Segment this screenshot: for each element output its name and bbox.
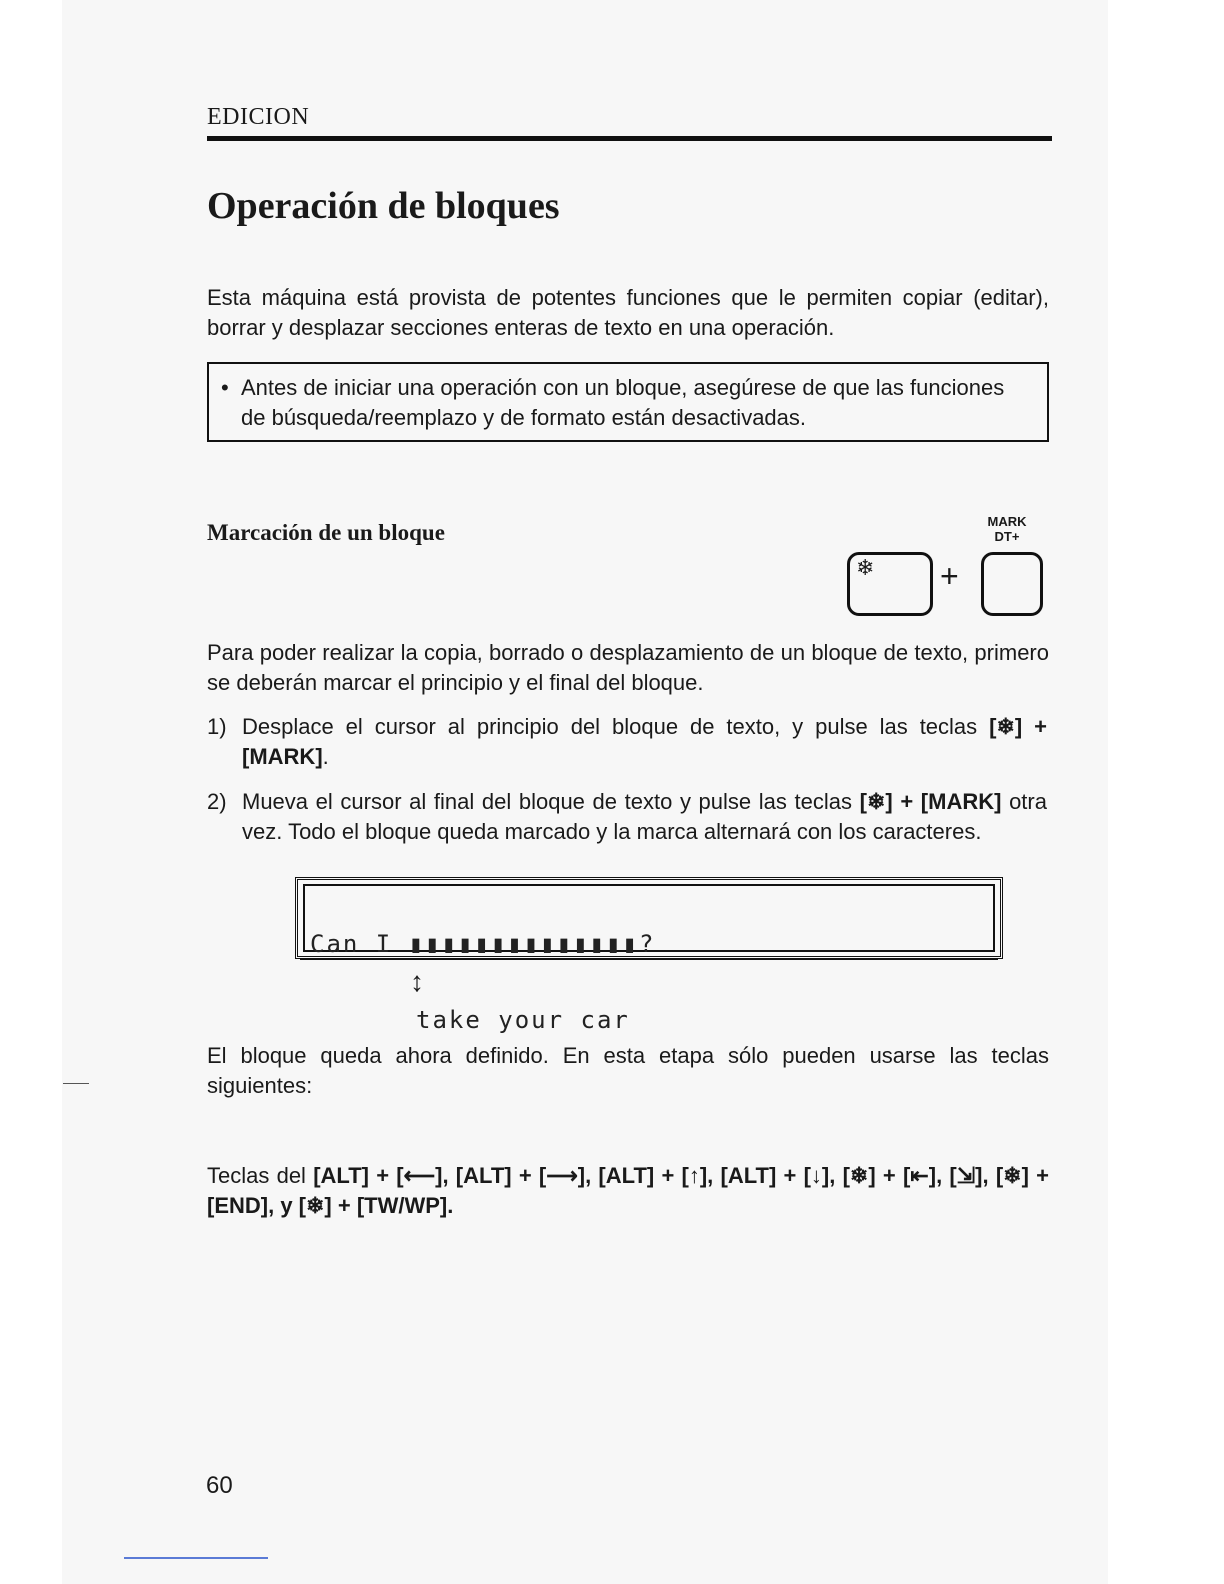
intro-paragraph: Esta máquina está provista de potentes funciones que le permiten copiar (editar), borrar y desplazar secciones enteras de texto en una operación. [207, 285, 1049, 340]
page-title: Operación de bloques [207, 185, 560, 227]
note-text-wrapper [221, 373, 1011, 433]
note-text: Antes de iniciar una operación con un bloque, asegúrese de que las funciones de búsqueda/reemplazo y de formato están desactivadas. [241, 375, 1005, 430]
mark-label-bottom: DT+ [994, 529, 1020, 544]
section-header: EDICION [207, 104, 310, 130]
list-item [207, 712, 1049, 774]
lcd-display-text: Can I ▮▮▮▮▮▮▮▮▮▮▮▮▮▮? [310, 930, 656, 958]
mark-label-top: MARK [987, 514, 1027, 529]
keys-paragraph [207, 1161, 1049, 1221]
snowflake-icon: ❄ [856, 555, 875, 580]
step-keys: [❄] + [MARK] [859, 789, 1002, 814]
list-number: 2) [207, 789, 227, 814]
step-end: otra vez. Todo el bloque queda marcado y la marca alternará con los caracteres. [242, 789, 1047, 844]
up-down-arrow-icon: ↕ [410, 966, 424, 997]
keys-list: [ALT] + [⟵], [ALT] + [⟶], [ALT] + [↑], [ALT] + [↓], [❄] + [⇤], [⇲], [❄] + [END], y [❄] + [TW/WP]. [207, 1163, 1049, 1218]
body-paragraph-2: El bloque queda ahora definido. En esta etapa sólo pueden usarse las teclas siguientes: [207, 1043, 1049, 1098]
mark-key-label [980, 514, 1034, 544]
note-box [207, 362, 1049, 442]
step-keys: [❄] + [MARK] [242, 714, 1047, 769]
lcd-alternate-text: take your car [416, 1006, 630, 1034]
lcd-baseline [300, 958, 998, 960]
keys-prefix: Teclas del [207, 1163, 314, 1188]
list-text [242, 712, 1047, 772]
margin-mark [63, 1083, 89, 1084]
header-rule [207, 136, 1052, 141]
page-number: 60 [206, 1472, 233, 1499]
plus-sign: + [940, 558, 959, 594]
mark-key-illustration [981, 552, 1043, 616]
subsection-title: Marcación de un bloque [207, 520, 445, 545]
step-text: Desplace el cursor al principio del bloque de texto, y pulse las teclas [242, 714, 978, 739]
list-item [207, 787, 1049, 879]
code-key-illustration [847, 552, 933, 616]
list-text [242, 787, 1047, 847]
step-text: Mueva el cursor al final del bloque de texto y pulse las teclas [242, 789, 852, 814]
list-number: 1) [207, 714, 227, 739]
bottom-scan-line [124, 1557, 268, 1559]
note-bullet: • [221, 375, 229, 400]
body-paragraph-1: Para poder realizar la copia, borrado o desplazamiento de un bloque de texto, primero se deberán marcar el principio y el final del bloque. [207, 640, 1049, 695]
step-end: . [322, 744, 329, 769]
